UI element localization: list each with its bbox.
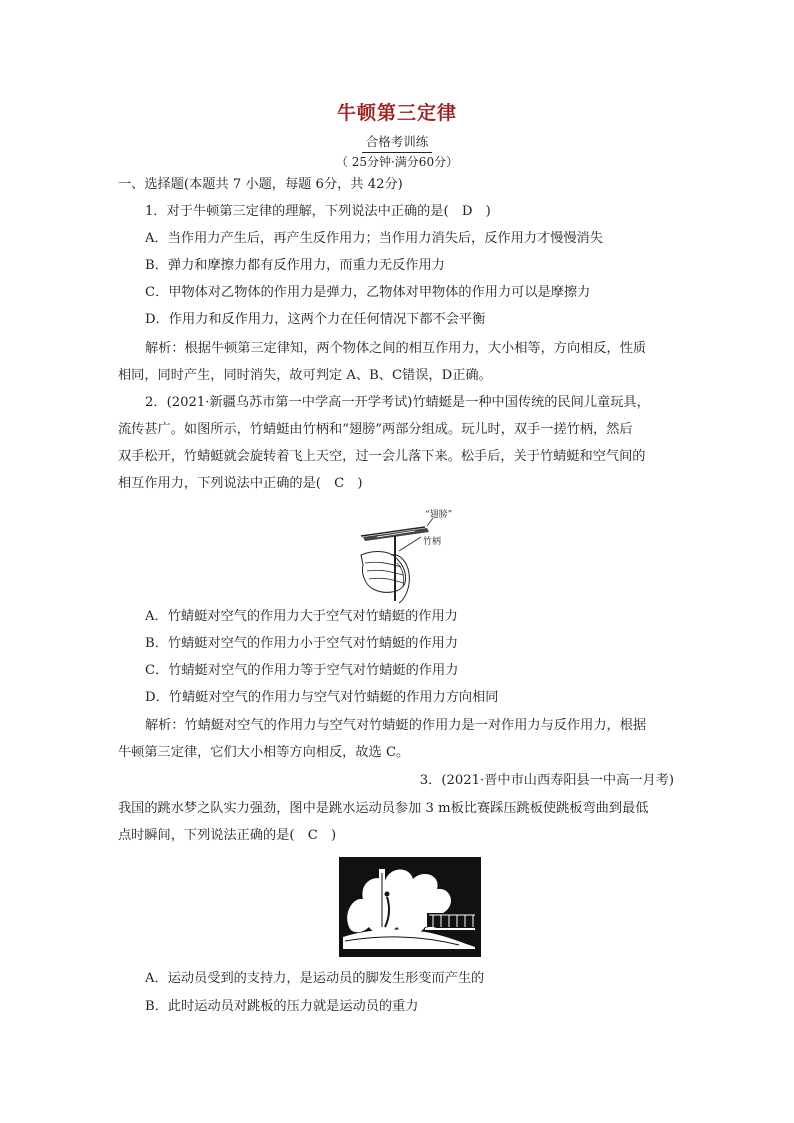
- question-2-stem-line-4: 相互作用力，下列说法中正确的是( C ): [118, 476, 363, 491]
- q2-option-c: C．竹蜻蜓对空气的作用力等于空气对竹蜻蜓的作用力: [145, 663, 459, 678]
- q3-option-b: B．此时运动员对跳板的压力就是运动员的重力: [145, 999, 419, 1014]
- q1-option-a: A．当作用力产生后，再产生反作用力；当作用力消失后，反作用力才慢慢消失: [145, 231, 603, 246]
- question-3-stem-line-1: 我国的跳水梦之队实力强劲，图中是跳水运动员参加 3 m板比赛踩压跳板使跳板弯曲到最低: [118, 801, 649, 816]
- q2-analysis-line-2: 牛顿第三定律，它们大小相等方向相反，故选 C。: [118, 745, 410, 760]
- bamboo-dragonfly-illustration: [355, 503, 475, 605]
- q2-option-b: B．竹蜻蜓对空气的作用力小于空气对竹蜻蜓的作用力: [145, 636, 459, 651]
- question-1-stem: 1．对于牛顿第三定律的理解，下列说法中正确的是( D ): [145, 204, 491, 219]
- question-2-stem-line-1: 2．(2021·新疆乌苏市第一中学高一开学考试)竹蜻蜓是一种中国传统的民间儿童玩具，: [145, 395, 650, 410]
- q2-option-d: D．竹蜻蜓对空气的作用力与空气对竹蜻蜓的作用力方向相同: [145, 690, 499, 705]
- time-score: （ 25分钟·满分60分）: [335, 155, 459, 169]
- handle-label: 竹柄: [423, 537, 442, 547]
- question-3-source: 3．(2021·晋中市山西寿阳县一中高一月考): [419, 773, 674, 788]
- q1-analysis-line-1: 解析：根据牛顿第三定律知，两个物体之间的相互作用力，大小相等，方向相反，性质: [145, 341, 647, 356]
- page-title: 牛顿第三定律: [336, 102, 457, 124]
- wing-label: “翅膀”: [425, 510, 453, 520]
- diving-figure: [339, 857, 481, 957]
- q2-analysis-line-1: 解析：竹蜻蜓对空气的作用力与空气对竹蜻蜓的作用力是一对作用力与反作用力，根据: [145, 718, 647, 733]
- diving-board-illustration: [339, 857, 481, 957]
- q1-option-b: B．弹力和摩擦力都有反作用力，而重力无反作用力: [145, 258, 445, 273]
- q3-option-a: A．运动员受到的支持力，是运动员的脚发生形变而产生的: [145, 971, 485, 986]
- q1-analysis-line-2: 相同，同时产生，同时消失，故可判定 A、B、C错误，D正确。: [118, 368, 492, 383]
- question-2-stem-line-3: 双手松开，竹蜻蜓就会旋转着飞上天空，过一会儿落下来。松手后，关于竹蜻蜓和空气间的: [118, 449, 646, 464]
- q1-option-c: C．甲物体对乙物体的作用力是弹力，乙物体对甲物体的作用力可以是摩擦力: [145, 285, 591, 300]
- subtitle: [0, 132, 794, 153]
- bamboo-dragonfly-figure: [355, 503, 475, 605]
- section-heading: 一、选择题(本题共 7 小题，每题 6分，共 42分): [118, 177, 403, 192]
- question-3-stem-line-2: 点时瞬间，下列说法正确的是( C ): [118, 828, 337, 843]
- subtitle-text: 合格考训练: [362, 132, 433, 153]
- q1-option-d: D．作用力和反作用力，这两个力在任何情况下都不会平衡: [145, 312, 486, 327]
- q2-option-a: A．竹蜻蜓对空气的作用力大于空气对竹蜻蜓的作用力: [145, 609, 458, 624]
- question-2-stem-line-2: 流传甚广。如图所示，竹蜻蜓由竹柄和“翅膀”两部分组成。玩儿时，双手一搓竹柄，然后: [118, 422, 633, 437]
